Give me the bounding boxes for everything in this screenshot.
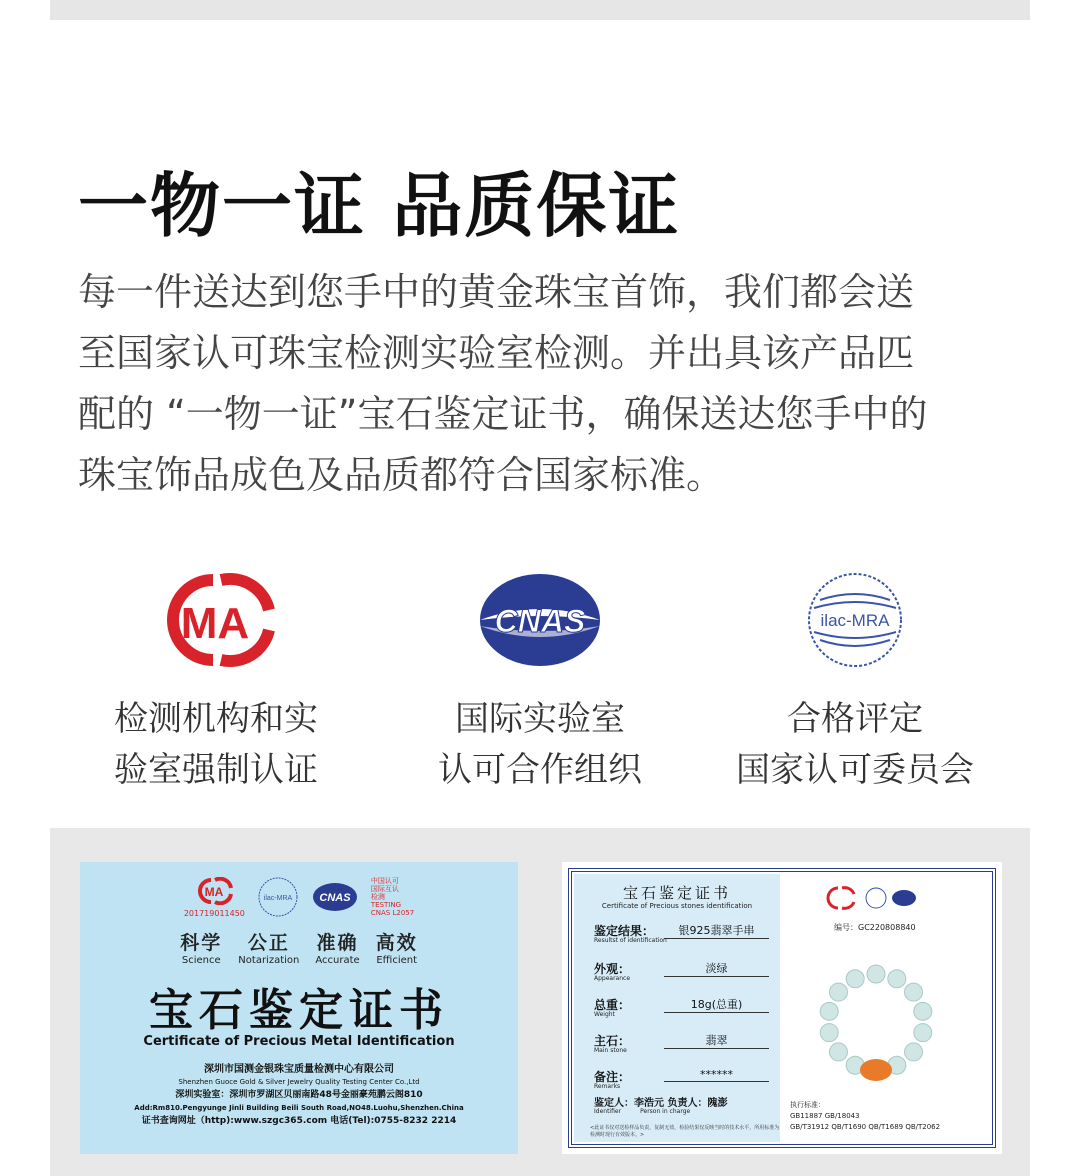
cnas-label (371, 877, 414, 917)
cert-note: <此证书仅对送检样品负责，复制无效，检验结果仅反映当时的技术水平，所用标准为检测时现行有效版本。> (590, 1125, 780, 1138)
org-cn: 深圳市国测金银珠宝质量检测中心有限公司 (204, 1064, 394, 1075)
cma-number: 201719011450 (183, 908, 245, 918)
bracelet-image (816, 952, 936, 1092)
cnas-label-line: CNAS L2057 (370, 909, 415, 917)
virtue: 准确 Accurate (315, 932, 360, 966)
field-weight: 总重： Weight 18g(总重) (594, 996, 774, 1022)
caption-line: 国家认可委员会 (736, 750, 974, 790)
field-result: 鉴定结果： Resultst of identification 银925翡翠手串 (594, 922, 774, 948)
cma-icon (151, 570, 281, 670)
cert-standards (790, 1100, 1000, 1133)
cert-heading-en: Certificate of Precious stones identification (601, 902, 753, 910)
ilac-mra-icon (866, 888, 886, 908)
cert-signers-sub: Identifier Person in charge (594, 1108, 691, 1115)
intro-line: 珠宝饰品成色及品质都符合国家标准。 (78, 453, 725, 497)
ilac-mra-icon (790, 570, 920, 670)
top-band (50, 0, 1030, 20)
caption-line: 检测机构和实 (114, 699, 318, 739)
field-appearance: 外观： Appearance 淡绿 (594, 960, 774, 986)
lab-address-en: Add:Rm810.Pengyunge Jinli Building Beili South Road,NO48.Luohu,Shenzhen.China (134, 1104, 464, 1112)
cnas-label-line: 国际互认 (370, 885, 399, 893)
bead (914, 1024, 932, 1042)
lab-address-cn: 深圳实验室：深圳市罗湖区贝丽南路48号金丽豪苑鹏云阁810 (175, 1090, 423, 1100)
certificate-back[interactable] (562, 862, 1002, 1154)
cert-caption (380, 694, 700, 796)
cert-back-logos (824, 884, 964, 918)
intro-line: 配的 “一物一证”宝石鉴定证书，确保送达您手中的 (78, 392, 928, 436)
virtue: 科学 Science (180, 932, 223, 966)
standards-line: GB/T31912 QB/T1690 QB/T1689 QB/T2062 (790, 1123, 941, 1131)
cert-back-logo-row (824, 884, 964, 914)
ilac-mra-icon (257, 876, 299, 918)
cert-signers: 鉴定人：李浩元 负责人：隗澎 (594, 1098, 728, 1109)
caption-line: 国际实验室 (455, 699, 625, 739)
bead (820, 1024, 838, 1042)
cert-cnas (380, 570, 700, 796)
cnas-label-line: TESTING (370, 901, 402, 909)
cert-org (80, 1063, 518, 1089)
standards-line: GB11887 GB/18043 (790, 1112, 860, 1120)
virtue: 高效 Efficient (375, 932, 418, 966)
standards-title: 执行标准： (790, 1101, 825, 1109)
caption-line: 验室强制认证 (114, 750, 318, 790)
virtues (80, 928, 518, 966)
certification-logos (0, 570, 1080, 800)
cnas-icon (892, 890, 916, 906)
page-title: 一物一证 品质保证 (78, 165, 681, 247)
cert-caption (695, 694, 1015, 796)
cnas-label-line: 检测 (370, 893, 385, 901)
bead (905, 983, 923, 1001)
caption-line: 合格评定 (787, 699, 923, 739)
bead (829, 983, 847, 1001)
svg-text:MA: MA (180, 599, 250, 648)
cma-icon (189, 877, 239, 905)
intro-text (78, 262, 1013, 506)
svg-text:ilac-MRA: ilac-MRA (820, 611, 890, 630)
cert-caption (56, 694, 376, 796)
field-main-stone: 主石： Main stone 翡翠 (594, 1032, 774, 1058)
bead (846, 970, 864, 988)
intro-line: 至国家认可珠宝检测实验室检测。并出具该产品匹 (78, 331, 915, 375)
cnas-icon (311, 881, 359, 913)
accent-bead (860, 1059, 892, 1081)
svg-text:CNAS: CNAS (494, 603, 586, 639)
cnas-label-line: 中国认可 (370, 877, 399, 885)
cert-heading-cn: 宝石鉴定证书 (622, 884, 731, 902)
org-en: Shenzhen Guoce Gold & Silver Jewelry Quality Testing Center Co.,Ltd (178, 1078, 420, 1086)
mini-cma (184, 877, 245, 918)
cert-title-cn: 宝石鉴定证书 (149, 985, 449, 1036)
cma-icon (828, 888, 838, 908)
bead (888, 970, 906, 988)
svg-text:ilac-MRA: ilac-MRA (263, 895, 293, 902)
cert-contact: 证书查询网址（http):www.szgc365.com 电话(Tel):0755-8232 2214 (141, 1116, 457, 1126)
virtue: 公正 Notarization (238, 932, 300, 966)
certificate-front[interactable] (80, 862, 518, 1154)
svg-text:MA: MA (205, 884, 224, 899)
intro-line: 每一件送达到您手中的黄金珠宝首饰，我们都会送 (78, 270, 915, 314)
bead (820, 1002, 838, 1020)
cnas-icon (475, 570, 605, 670)
cert-number: 编号：GC220808840 (834, 923, 916, 932)
field-remarks: 备注： Remarks ****** (594, 1068, 774, 1094)
cert-mini-logos (80, 876, 518, 918)
cert-title-en: Certificate of Precious Metal Identification (143, 1034, 455, 1049)
caption-line: 认可合作组织 (438, 750, 642, 790)
cert-cma (56, 570, 376, 796)
bead (829, 1043, 847, 1061)
bead (914, 1002, 932, 1020)
bead (905, 1043, 923, 1061)
cert-ilac (695, 570, 1015, 796)
svg-text:CNAS: CNAS (319, 892, 351, 904)
bead (867, 965, 885, 983)
